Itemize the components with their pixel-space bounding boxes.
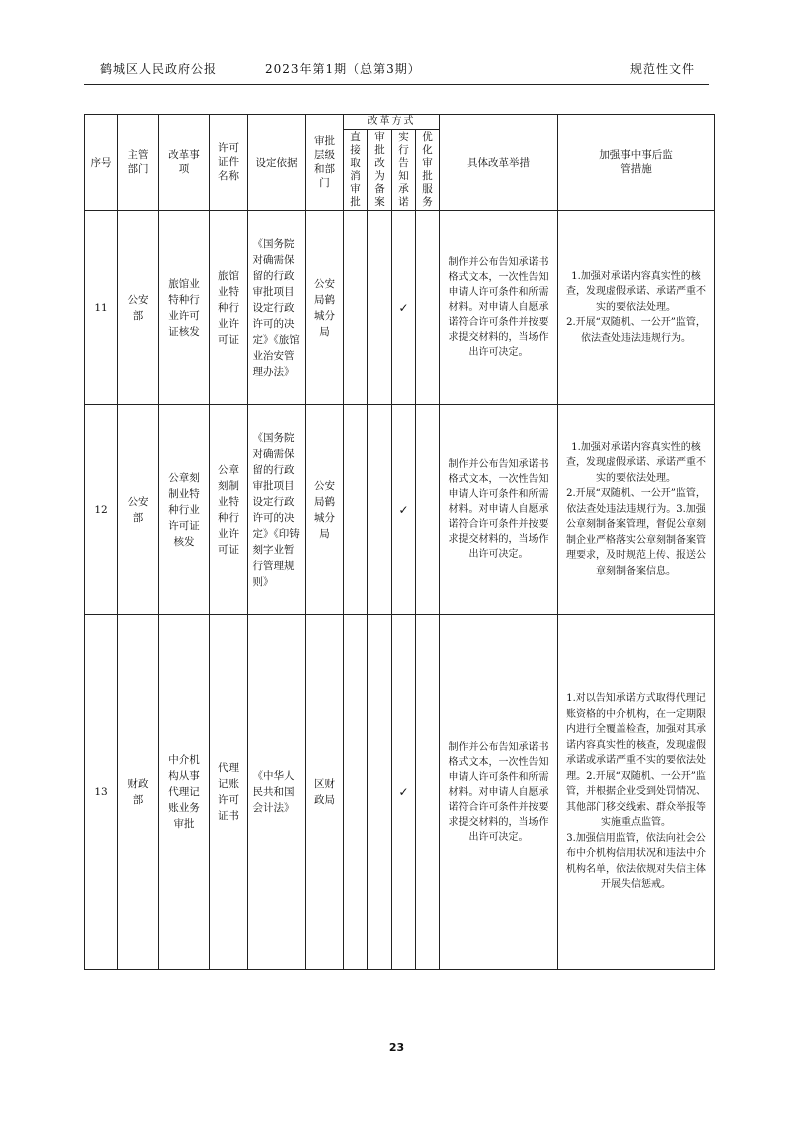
col-header-supervise: 加强事中事后监管措施 (558, 115, 715, 211)
table-row (85, 405, 715, 615)
page-number: 23 (388, 1041, 405, 1054)
row-cancel (344, 211, 368, 405)
row-dept: 公安部 (118, 211, 159, 405)
row-no: 11 (85, 211, 118, 405)
col-header-notify: 实行告知承诺 (392, 130, 416, 211)
row-supervise: 1.加强对承诺内容真实性的核查，发现虚假承诺、承诺严重不实的要依法处理。 2.开展“双随机、一公开”监管，依法查处违法违规行为。 (558, 211, 715, 405)
row-basis: 《国务院对确需保留的行政审批项目设定行政许可的决定》《印铸刻字业暂行管理规则》 (248, 405, 306, 615)
row-filing (368, 211, 392, 405)
row-optimize (416, 615, 440, 970)
row-no: 12 (85, 405, 118, 615)
header-category: 规范性文件 (629, 62, 695, 76)
row-optimize (416, 211, 440, 405)
row-filing (368, 615, 392, 970)
col-header-dept: 主管部门 (118, 115, 159, 211)
row-notify-check: ✓ (392, 211, 416, 405)
row-level: 公安局鹤城分局 (306, 405, 344, 615)
col-header-license: 许可证件名称 (210, 115, 248, 211)
col-header-cancel: 直接取消审批 (344, 130, 368, 211)
row-filing (368, 405, 392, 615)
col-header-item: 改革事项 (159, 115, 210, 211)
row-supervise: 1.加强对承诺内容真实性的核查，发现虚假承诺、承诺严重不实的要依法处理。 2.开展“双随机、一公开”监管，依法查处违法违规行为。3.加强公章刻制备案管理，督促公章刻制企业严格落实公章刻制备案管理要求，及时规范上传、报送公章刻制备案信息。 (558, 405, 715, 615)
row-dept: 公安部 (118, 405, 159, 615)
row-basis: 《国务院对确需保留的行政审批项目设定行政许可的决定》《旅馆业治安管理办法》 (248, 211, 306, 405)
reform-table (84, 114, 715, 970)
row-basis: 《中华人民共和国会计法》 (248, 615, 306, 970)
table-row (85, 211, 715, 405)
col-header-measure: 具体改革举措 (440, 115, 558, 211)
col-header-basis: 设定依据 (248, 115, 306, 211)
row-dept: 财政部 (118, 615, 159, 970)
row-cancel (344, 615, 368, 970)
row-notify-check: ✓ (392, 615, 416, 970)
row-license: 代理记账许可证书 (210, 615, 248, 970)
row-item: 旅馆业特种行业许可证核发 (159, 211, 210, 405)
header-issue: 2023年第1期（总第3期） (265, 62, 421, 76)
table-row (85, 615, 715, 970)
row-notify-check: ✓ (392, 405, 416, 615)
header-publication: 鹤城区人民政府公报 (100, 62, 218, 76)
row-measure: 制作并公布告知承诺书格式文本，一次性告知申请人许可条件和所需材料。对申请人自愿承诺符合许可条件并按要求提交材料的，当场作出许可决定。 (440, 405, 558, 615)
col-header-filing: 审批改为备案 (368, 130, 392, 211)
row-level: 公安局鹤城分局 (306, 211, 344, 405)
row-license: 公章刻制业特种行业许可证 (210, 405, 248, 615)
row-license: 旅馆业特种行业许可证 (210, 211, 248, 405)
row-no: 13 (85, 615, 118, 970)
row-supervise: 1.对以告知承诺方式取得代理记账资格的中介机构，在一定期限内进行全覆盖检查，加强对其承诺内容真实性的核查，发现虚假承诺或承诺严重不实的要依法处理。2.开展“双随机、一公开”监管，并根据企业受到处罚情况、其他部门移交线索、群众举报等实施重点监管。 3.加强信用监管，依法向社会公布中介机构信用状况和违法中介机构名单，依法依规对失信主体开展失信惩戒。 (558, 615, 715, 970)
row-measure: 制作并公布告知承诺书格式文本，一次性告知申请人许可条件和所需材料。对申请人自愿承诺符合许可条件并按要求提交材料的，当场作出许可决定。 (440, 211, 558, 405)
col-header-optimize: 优化审批服务 (416, 130, 440, 211)
row-item: 公章刻制业特种行业许可证核发 (159, 405, 210, 615)
row-item: 中介机构从事代理记账业务审批 (159, 615, 210, 970)
col-header-no: 序号 (85, 115, 118, 211)
header-divider (84, 84, 709, 85)
col-group-reform-method: 改革方式 (344, 115, 440, 130)
row-cancel (344, 405, 368, 615)
row-measure: 制作并公布告知承诺书格式文本，一次性告知申请人许可条件和所需材料。对申请人自愿承诺符合许可条件并按要求提交材料的，当场作出许可决定。 (440, 615, 558, 970)
col-header-level: 审批层级和部门 (306, 115, 344, 211)
row-optimize (416, 405, 440, 615)
row-level: 区财政局 (306, 615, 344, 970)
